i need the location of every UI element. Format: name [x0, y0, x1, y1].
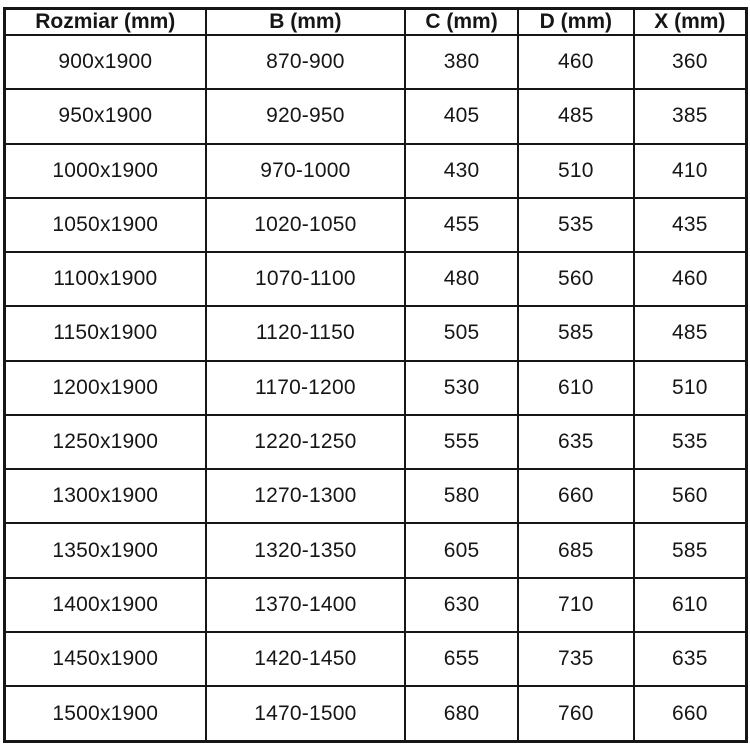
table-cell: 735 [518, 632, 634, 686]
table-cell: 485 [634, 306, 747, 360]
table-cell: 460 [518, 35, 634, 89]
table-cell: 1400x1900 [5, 578, 206, 632]
table-cell: 635 [518, 415, 634, 469]
table-cell: 410 [634, 144, 747, 198]
table-cell: 1150x1900 [5, 306, 206, 360]
size-table [3, 7, 748, 743]
table-cell: 510 [518, 144, 634, 198]
table-cell: 535 [518, 198, 634, 252]
col-header-d: D (mm) [518, 9, 634, 36]
table-cell: 1500x1900 [5, 686, 206, 741]
table-cell: 970-1000 [206, 144, 406, 198]
table-cell: 1220-1250 [206, 415, 406, 469]
table-cell: 1250x1900 [5, 415, 206, 469]
table-cell: 510 [634, 361, 747, 415]
table-cell: 610 [634, 578, 747, 632]
table-cell: 455 [405, 198, 518, 252]
table-cell: 480 [405, 252, 518, 306]
table-cell: 680 [405, 686, 518, 741]
table-cell: 1450x1900 [5, 632, 206, 686]
col-header-x: X (mm) [634, 9, 747, 36]
table-cell: 760 [518, 686, 634, 741]
table-cell: 560 [634, 469, 747, 523]
table-cell: 1200x1900 [5, 361, 206, 415]
table-cell: 460 [634, 252, 747, 306]
table-cell: 660 [634, 686, 747, 741]
table-row [5, 144, 747, 198]
col-header-rozmiar: Rozmiar (mm) [5, 9, 206, 36]
table-cell: 1170-1200 [206, 361, 406, 415]
table-row [5, 686, 747, 741]
table-cell: 505 [405, 306, 518, 360]
table-cell: 1420-1450 [206, 632, 406, 686]
table-cell: 585 [634, 523, 747, 577]
table-cell: 555 [405, 415, 518, 469]
table-cell: 535 [634, 415, 747, 469]
table-row [5, 89, 747, 143]
table-cell: 585 [518, 306, 634, 360]
table-cell: 380 [405, 35, 518, 89]
table-cell: 1100x1900 [5, 252, 206, 306]
table-cell: 950x1900 [5, 89, 206, 143]
table-row [5, 35, 747, 89]
table-cell: 360 [634, 35, 747, 89]
table-cell: 655 [405, 632, 518, 686]
table-cell: 385 [634, 89, 747, 143]
table-cell: 870-900 [206, 35, 406, 89]
table-cell: 1270-1300 [206, 469, 406, 523]
table-row [5, 523, 747, 577]
table-cell: 435 [634, 198, 747, 252]
table-row [5, 252, 747, 306]
table-cell: 660 [518, 469, 634, 523]
table-cell: 635 [634, 632, 747, 686]
table-row [5, 415, 747, 469]
table-cell: 580 [405, 469, 518, 523]
table-cell: 1470-1500 [206, 686, 406, 741]
table-cell: 1120-1150 [206, 306, 406, 360]
table-row [5, 198, 747, 252]
table-cell: 1070-1100 [206, 252, 406, 306]
table-cell: 1050x1900 [5, 198, 206, 252]
table-row [5, 306, 747, 360]
table-cell: 1020-1050 [206, 198, 406, 252]
col-header-c: C (mm) [405, 9, 518, 36]
table-cell: 1350x1900 [5, 523, 206, 577]
table-row [5, 469, 747, 523]
table-cell: 485 [518, 89, 634, 143]
col-header-b: B (mm) [206, 9, 406, 36]
table-cell: 710 [518, 578, 634, 632]
table-cell: 630 [405, 578, 518, 632]
table-row [5, 578, 747, 632]
table-row [5, 632, 747, 686]
table-cell: 1000x1900 [5, 144, 206, 198]
table-cell: 610 [518, 361, 634, 415]
table-cell: 530 [405, 361, 518, 415]
table-cell: 1300x1900 [5, 469, 206, 523]
table-cell: 685 [518, 523, 634, 577]
table-cell: 405 [405, 89, 518, 143]
table-cell: 1320-1350 [206, 523, 406, 577]
table-cell: 430 [405, 144, 518, 198]
header-row [5, 9, 747, 36]
table-cell: 560 [518, 252, 634, 306]
table-cell: 1370-1400 [206, 578, 406, 632]
table-row [5, 361, 747, 415]
table-cell: 605 [405, 523, 518, 577]
table-cell: 920-950 [206, 89, 406, 143]
table-cell: 900x1900 [5, 35, 206, 89]
